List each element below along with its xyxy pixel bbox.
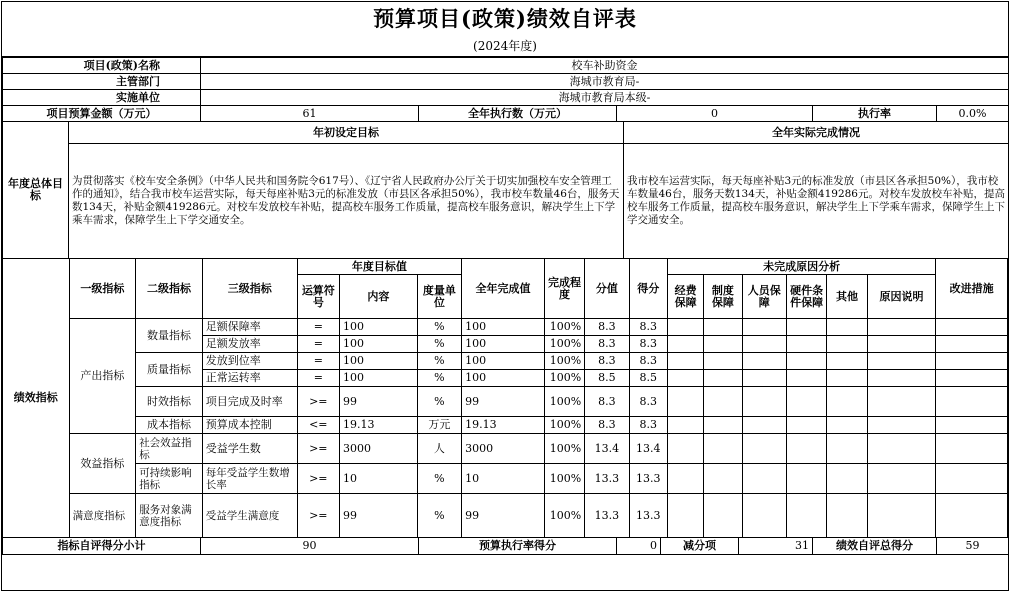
metric-op: = <box>297 319 339 336</box>
metric-content: 100 <box>340 353 418 370</box>
metric-content: 100 <box>340 336 418 353</box>
metric-score: 8.3 <box>629 387 667 417</box>
metric-score: 8.3 <box>629 417 667 434</box>
metric-unit: % <box>417 319 461 336</box>
metric-value: 8.5 <box>585 370 629 387</box>
evaluation-form <box>1 1 1009 591</box>
metric-unit: % <box>417 353 461 370</box>
metric-done: 100 <box>462 353 545 370</box>
metric-op: >= <box>297 494 339 538</box>
exec-value: 0 <box>617 106 813 122</box>
page-year: (2024年度) <box>2 36 1008 57</box>
goal-table <box>2 121 1009 259</box>
initial-goal-text: 为贯彻落实《校车安全条例》（中华人民共和国务院令617号）、《辽宁省人民政府办公厅关于切实加强校车安全管理工作的通知》，结合我市校车运营实际，每天每座补贴3元的标准发放（市县区各承担50%），我市校车数量46台，服务天数134天，补贴金额419286元。对校车发放校车补贴，提高校车服务工作质量，提高校车服务意识，解决学生上下学乘车需求，保障学生上下学交通安全。 <box>69 144 624 259</box>
hdr-r-hardware: 硬件条件保障 <box>786 275 826 319</box>
metric-degree: 100% <box>544 353 584 370</box>
budget-value: 61 <box>201 106 419 122</box>
metric-done: 100 <box>462 370 545 387</box>
metric-unit: 万元 <box>417 417 461 434</box>
metric-content: 10 <box>340 464 418 494</box>
metric-name: 受益学生数 <box>202 434 297 464</box>
deduct-label: 减分项 <box>661 538 739 555</box>
metric-done: 19.13 <box>462 417 545 434</box>
metric-name: 足额发放率 <box>202 336 297 353</box>
metric-value: 8.3 <box>585 417 629 434</box>
metric-content: 3000 <box>340 434 418 464</box>
metric-done: 99 <box>462 387 545 417</box>
group-output: 产出指标 <box>69 319 136 434</box>
hdr-r-note: 原因说明 <box>867 275 936 319</box>
group-benefit: 效益指标 <box>69 434 136 494</box>
metric-content: 19.13 <box>340 417 418 434</box>
metric-name: 足额保障率 <box>202 319 297 336</box>
metric-degree: 100% <box>544 319 584 336</box>
hdr-annual-done: 全年完成值 <box>462 259 545 319</box>
hdr-annual-target: 年度目标值 <box>297 259 461 275</box>
group-sustain: 可持续影响指标 <box>136 464 203 494</box>
metric-op: = <box>297 336 339 353</box>
metric-unit: % <box>417 464 461 494</box>
hdr-level3: 三级指标 <box>202 259 297 319</box>
budget-score-value: 0 <box>617 538 661 555</box>
dept-value: 海城市教育局- <box>201 74 1009 90</box>
metric-score: 13.3 <box>629 464 667 494</box>
metric-op: = <box>297 370 339 387</box>
hdr-reasons: 未完成原因分析 <box>667 259 935 275</box>
metric-value: 8.3 <box>585 319 629 336</box>
metric-degree: 100% <box>544 417 584 434</box>
metric-name: 发放到位率 <box>202 353 297 370</box>
metric-score: 13.3 <box>629 494 667 538</box>
unit-label: 实施单位 <box>3 90 201 106</box>
metric-name: 正常运转率 <box>202 370 297 387</box>
perf-section-label: 绩效指标 <box>3 259 70 538</box>
group-cost: 成本指标 <box>136 417 203 434</box>
hdr-r-other: 其他 <box>827 275 867 319</box>
perf-table <box>2 258 1008 538</box>
metric-content: 100 <box>340 319 418 336</box>
metric-value: 13.4 <box>585 434 629 464</box>
metric-done: 3000 <box>462 434 545 464</box>
hdr-completion: 完成程度 <box>544 259 584 319</box>
actual-goal-header: 全年实际完成情况 <box>624 122 1009 144</box>
hdr-operator: 运算符号 <box>297 275 339 319</box>
goal-section-label: 年度总体目标 <box>3 122 69 259</box>
group-timeliness: 时效指标 <box>136 387 203 417</box>
deduct-value: 31 <box>739 538 813 555</box>
group-service: 服务对象满意度指标 <box>136 494 203 538</box>
metric-op: = <box>297 353 339 370</box>
initial-goal-header: 年初设定目标 <box>69 122 624 144</box>
group-social: 社会效益指标 <box>136 434 203 464</box>
metric-value: 13.3 <box>585 494 629 538</box>
group-quantity: 数量指标 <box>136 319 203 353</box>
metric-done: 100 <box>462 319 545 336</box>
unit-value: 海城市教育局本级- <box>201 90 1009 106</box>
metric-content: 99 <box>340 387 418 417</box>
project-name-value: 校车补助资金 <box>201 58 1009 74</box>
metric-degree: 100% <box>544 370 584 387</box>
hdr-score-value: 分值 <box>585 259 629 319</box>
budget-label: 项目预算金额（万元） <box>3 106 201 122</box>
subtotal-value: 90 <box>201 538 419 555</box>
hdr-score: 得分 <box>629 259 667 319</box>
metric-op: >= <box>297 387 339 417</box>
hdr-content: 内容 <box>340 275 418 319</box>
hdr-improve: 改进措施 <box>936 259 1008 319</box>
metric-value: 8.3 <box>585 353 629 370</box>
page-title: 预算项目(政策)绩效自评表 <box>373 6 637 31</box>
budget-score-label: 预算执行率得分 <box>419 538 617 555</box>
metric-score: 13.4 <box>629 434 667 464</box>
metric-op: <= <box>297 417 339 434</box>
hdr-r-system: 制度保障 <box>704 275 742 319</box>
metric-content: 99 <box>340 494 418 538</box>
metric-value: 8.3 <box>585 387 629 417</box>
metric-unit: % <box>417 494 461 538</box>
project-name-label: 项目(政策)名称 <box>3 58 201 74</box>
metric-name: 受益学生满意度 <box>202 494 297 538</box>
exec-label: 全年执行数（万元） <box>419 106 617 122</box>
metric-score: 8.3 <box>629 353 667 370</box>
metric-done: 100 <box>462 336 545 353</box>
metric-degree: 100% <box>544 494 584 538</box>
metric-value: 13.3 <box>585 464 629 494</box>
info-table <box>2 57 1009 122</box>
metric-content: 100 <box>340 370 418 387</box>
metric-value: 8.3 <box>585 336 629 353</box>
group-quality: 质量指标 <box>136 353 203 387</box>
total-value: 59 <box>937 538 1009 555</box>
metric-done: 99 <box>462 494 545 538</box>
footer-table <box>2 537 1009 555</box>
hdr-level1: 一级指标 <box>69 259 136 319</box>
hdr-level2: 二级指标 <box>136 259 203 319</box>
total-label: 绩效自评总得分 <box>813 538 937 555</box>
hdr-r-funding: 经费保障 <box>667 275 703 319</box>
dept-label: 主管部门 <box>3 74 201 90</box>
metric-degree: 100% <box>544 434 584 464</box>
metric-unit: % <box>417 370 461 387</box>
metric-name: 项目完成及时率 <box>202 387 297 417</box>
hdr-r-staff: 人员保障 <box>742 275 786 319</box>
metric-degree: 100% <box>544 464 584 494</box>
hdr-unit: 度量单位 <box>417 275 461 319</box>
actual-goal-text: 我市校车运营实际，每天每座补贴3元的标准发放（市县区各承担50%），我市校车数量46台，服务天数134天，补贴金额419286元。对校车发放校车补贴，提高校车服务工作质量，提高校车服务意识，解决学生上下学乘车需求，保障学生上下学交通安全。 <box>624 144 1009 259</box>
metric-done: 10 <box>462 464 545 494</box>
metric-unit: % <box>417 387 461 417</box>
metric-degree: 100% <box>544 336 584 353</box>
rate-label: 执行率 <box>813 106 937 122</box>
metric-name: 每年受益学生数增长率 <box>202 464 297 494</box>
metric-op: >= <box>297 434 339 464</box>
metric-score: 8.5 <box>629 370 667 387</box>
metric-op: >= <box>297 464 339 494</box>
metric-score: 8.3 <box>629 319 667 336</box>
group-satisfaction: 满意度指标 <box>69 494 136 538</box>
rate-value: 0.0% <box>937 106 1009 122</box>
metric-name: 预算成本控制 <box>202 417 297 434</box>
metric-unit: 人 <box>417 434 461 464</box>
metric-score: 8.3 <box>629 336 667 353</box>
metric-unit: % <box>417 336 461 353</box>
subtotal-label: 指标自评得分小计 <box>3 538 201 555</box>
metric-degree: 100% <box>544 387 584 417</box>
